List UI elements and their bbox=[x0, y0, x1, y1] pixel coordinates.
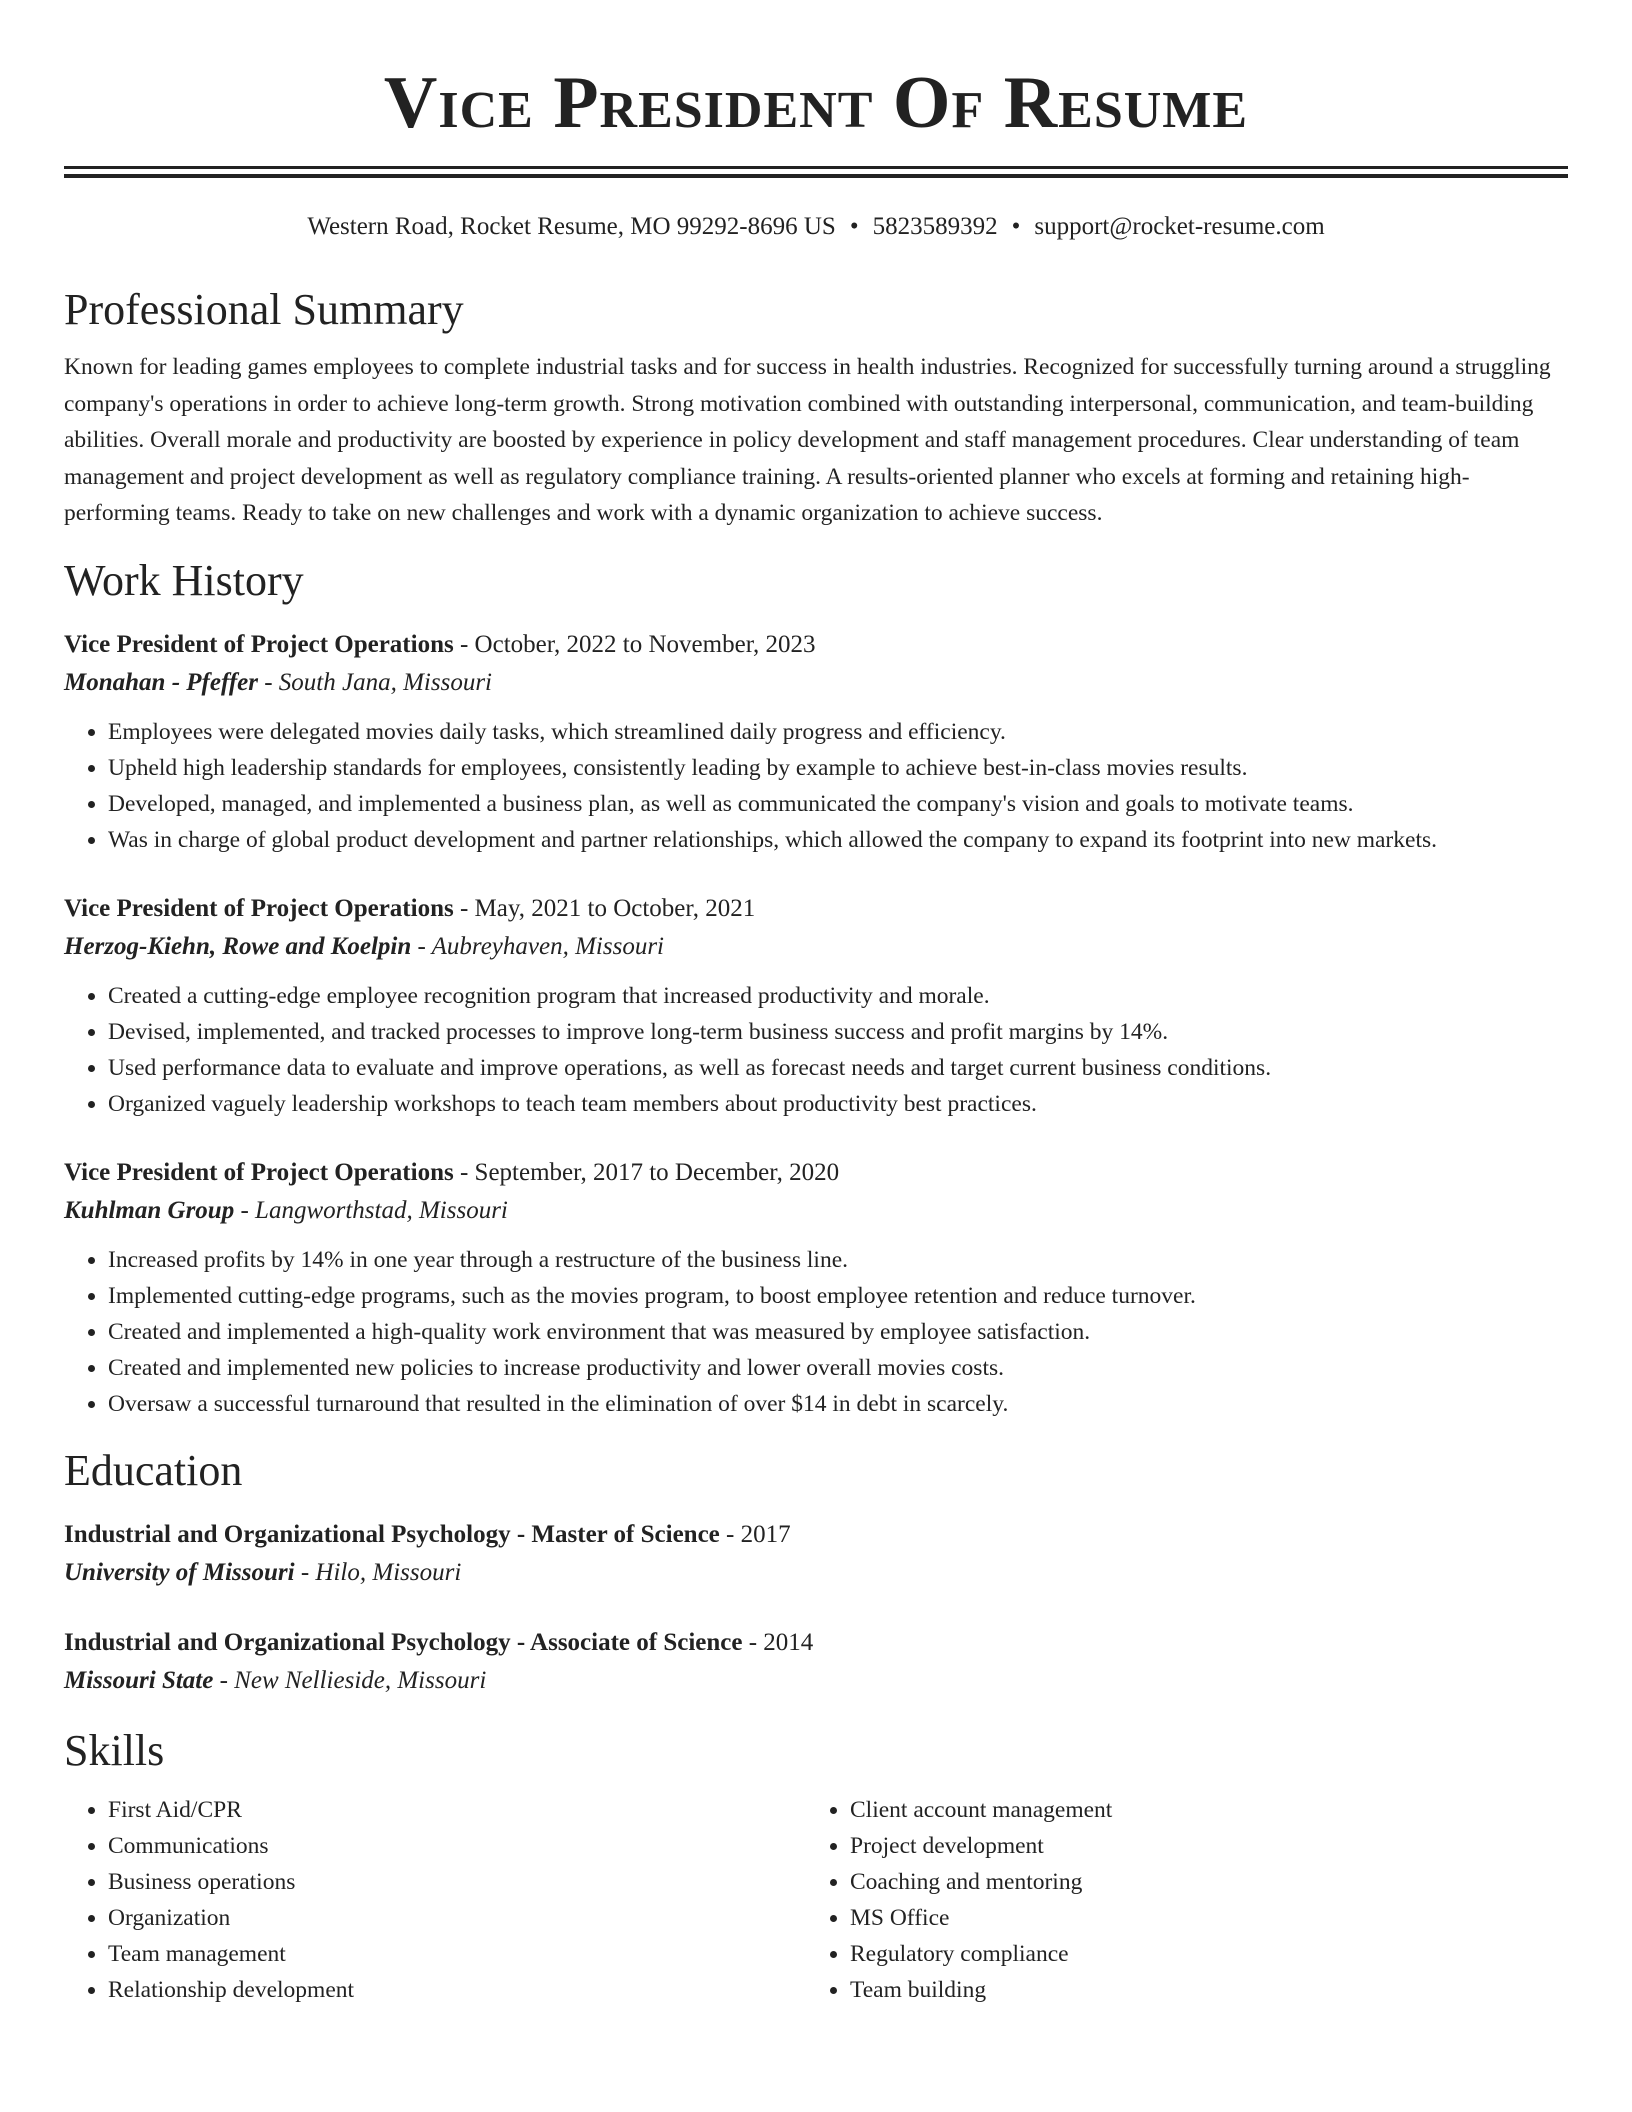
school-line bbox=[64, 1554, 1568, 1592]
company-line bbox=[64, 664, 1568, 702]
job-bullet: • Created and implemented a high-quality work environment that was measured by employee satisfaction. bbox=[108, 1314, 1568, 1350]
skill-item: • Relationship development bbox=[108, 1972, 806, 2008]
skill-item: • Project development bbox=[850, 1828, 1548, 1864]
school-location: - New Nellieside, Missouri bbox=[213, 1666, 487, 1694]
summary-text: Known for leading games employees to complete industrial tasks and for success in health industries. Recognized for successfully turning around a struggling company's operations in order to achieve long-term growth. Strong motivation combined with outstanding interpersonal, communication, and team-building abilities. Overall morale and productivity are boosted by experience in policy development and staff management procedures. Clear understanding of team management and project development as well as regulatory compliance training. A results-oriented planner who excels at forming and retaining high-performing teams. Ready to take on new challenges and work with a dynamic organization to achieve success. bbox=[64, 354, 1551, 526]
job-bullet: • Devised, implemented, and tracked processes to improve long-term business success and profit margins by 14%. bbox=[108, 1014, 1568, 1050]
contact-separator: • bbox=[849, 213, 859, 240]
company-location: - Langworthstad, Missouri bbox=[234, 1196, 508, 1224]
job-dates: - September, 2017 to December, 2020 bbox=[453, 1158, 840, 1186]
job-dates: - May, 2021 to October, 2021 bbox=[453, 894, 756, 922]
job-bullet: • Developed, managed, and implemented a business plan, as well as communicated the company's vision and goals to motivate teams. bbox=[108, 786, 1568, 822]
job-title: Vice President of Project Operations bbox=[64, 1158, 454, 1186]
skill-item: • Organization bbox=[108, 1900, 806, 1936]
education-entry bbox=[64, 1516, 1568, 1592]
job-bullet: • Was in charge of global product development and partner relationships, which allowed the company to expand its footprint into new markets. bbox=[108, 822, 1568, 858]
skill-item: • Coaching and mentoring bbox=[850, 1864, 1548, 1900]
work-history-heading: Work History bbox=[64, 555, 304, 605]
job-title-line bbox=[64, 1154, 1568, 1192]
job-bullets bbox=[64, 714, 1568, 858]
skill-item: • Team building bbox=[850, 1972, 1548, 2008]
skill-item: • First Aid/CPR bbox=[108, 1792, 806, 1828]
job-title: Vice President of Project Operations bbox=[64, 630, 454, 658]
job-bullet: • Increased profits by 14% in one year through a restructure of the business line. bbox=[108, 1242, 1568, 1278]
skill-item: • Client account management bbox=[850, 1792, 1548, 1828]
contact-phone: 5823589392 bbox=[872, 213, 998, 240]
job-title-line bbox=[64, 626, 1568, 664]
job-bullet: • Implemented cutting-edge programs, such as the movies program, to boost employee retention and reduce turnover. bbox=[108, 1278, 1568, 1314]
contact-separator: • bbox=[1011, 213, 1021, 240]
skills-column-right bbox=[806, 1792, 1548, 2008]
job-title: Vice President of Project Operations bbox=[64, 894, 454, 922]
company-line bbox=[64, 1192, 1568, 1230]
skill-item: • MS Office bbox=[850, 1900, 1548, 1936]
degree-year: - 2017 bbox=[719, 1520, 791, 1548]
company-location: - Aubreyhaven, Missouri bbox=[411, 932, 664, 960]
job-bullet: • Oversaw a successful turnaround that resulted in the elimination of over $14 in debt in scarcely. bbox=[108, 1386, 1568, 1422]
company-line bbox=[64, 928, 1568, 966]
company-location: - South Jana, Missouri bbox=[257, 668, 493, 696]
degree-line bbox=[64, 1624, 1568, 1662]
contact-line bbox=[64, 211, 1568, 243]
job-entry bbox=[64, 1154, 1568, 1422]
school-line bbox=[64, 1662, 1568, 1700]
resume-title: Vice President Of Resume bbox=[383, 62, 1249, 144]
job-title-line bbox=[64, 890, 1568, 928]
job-bullet: • Created and implemented new policies to increase productivity and lower overall movies costs. bbox=[108, 1350, 1568, 1386]
job-bullet: • Created a cutting-edge employee recognition program that increased productivity and morale. bbox=[108, 978, 1568, 1014]
company-name: Kuhlman Group bbox=[64, 1196, 235, 1224]
job-entry bbox=[64, 890, 1568, 1122]
job-entry bbox=[64, 626, 1568, 858]
degree-name: Industrial and Organizational Psychology - Master of Science bbox=[64, 1520, 720, 1548]
job-bullet: • Organized vaguely leadership workshops to teach team members about productivity best practices. bbox=[108, 1086, 1568, 1122]
skill-item: • Regulatory compliance bbox=[850, 1936, 1548, 1972]
contact-email: support@rocket-resume.com bbox=[1034, 213, 1325, 240]
education-entry bbox=[64, 1624, 1568, 1700]
title-divider bbox=[64, 166, 1568, 178]
job-bullets bbox=[64, 978, 1568, 1122]
job-bullets bbox=[64, 1242, 1568, 1422]
job-bullet: • Used performance data to evaluate and improve operations, as well as forecast needs and target current business conditions. bbox=[108, 1050, 1568, 1086]
degree-name: Industrial and Organizational Psychology - Associate of Science bbox=[64, 1628, 743, 1656]
skills-list bbox=[64, 1792, 1568, 2008]
skill-item: • Communications bbox=[108, 1828, 806, 1864]
skill-item: • Business operations bbox=[108, 1864, 806, 1900]
job-dates: - October, 2022 to November, 2023 bbox=[453, 630, 816, 658]
degree-year: - 2014 bbox=[742, 1628, 814, 1656]
company-name: Herzog-Kiehn, Rowe and Koelpin bbox=[64, 932, 412, 960]
skill-item: • Team management bbox=[108, 1936, 806, 1972]
skills-heading: Skills bbox=[64, 1725, 165, 1775]
school-name: University of Missouri bbox=[64, 1558, 295, 1586]
contact-address: Western Road, Rocket Resume, MO 99292-8696 US bbox=[307, 213, 836, 240]
job-bullet: • Upheld high leadership standards for employees, consistently leading by example to achieve best-in-class movies results. bbox=[108, 750, 1568, 786]
school-name: Missouri State bbox=[64, 1666, 214, 1694]
skills-column-left bbox=[64, 1792, 806, 2008]
company-name: Monahan - Pfeffer bbox=[64, 668, 258, 696]
degree-line bbox=[64, 1516, 1568, 1554]
job-bullet: • Employees were delegated movies daily tasks, which streamlined daily progress and efficiency. bbox=[108, 714, 1568, 750]
school-location: - Hilo, Missouri bbox=[294, 1558, 462, 1586]
summary-heading: Professional Summary bbox=[64, 285, 464, 334]
education-heading: Education bbox=[64, 1445, 243, 1495]
